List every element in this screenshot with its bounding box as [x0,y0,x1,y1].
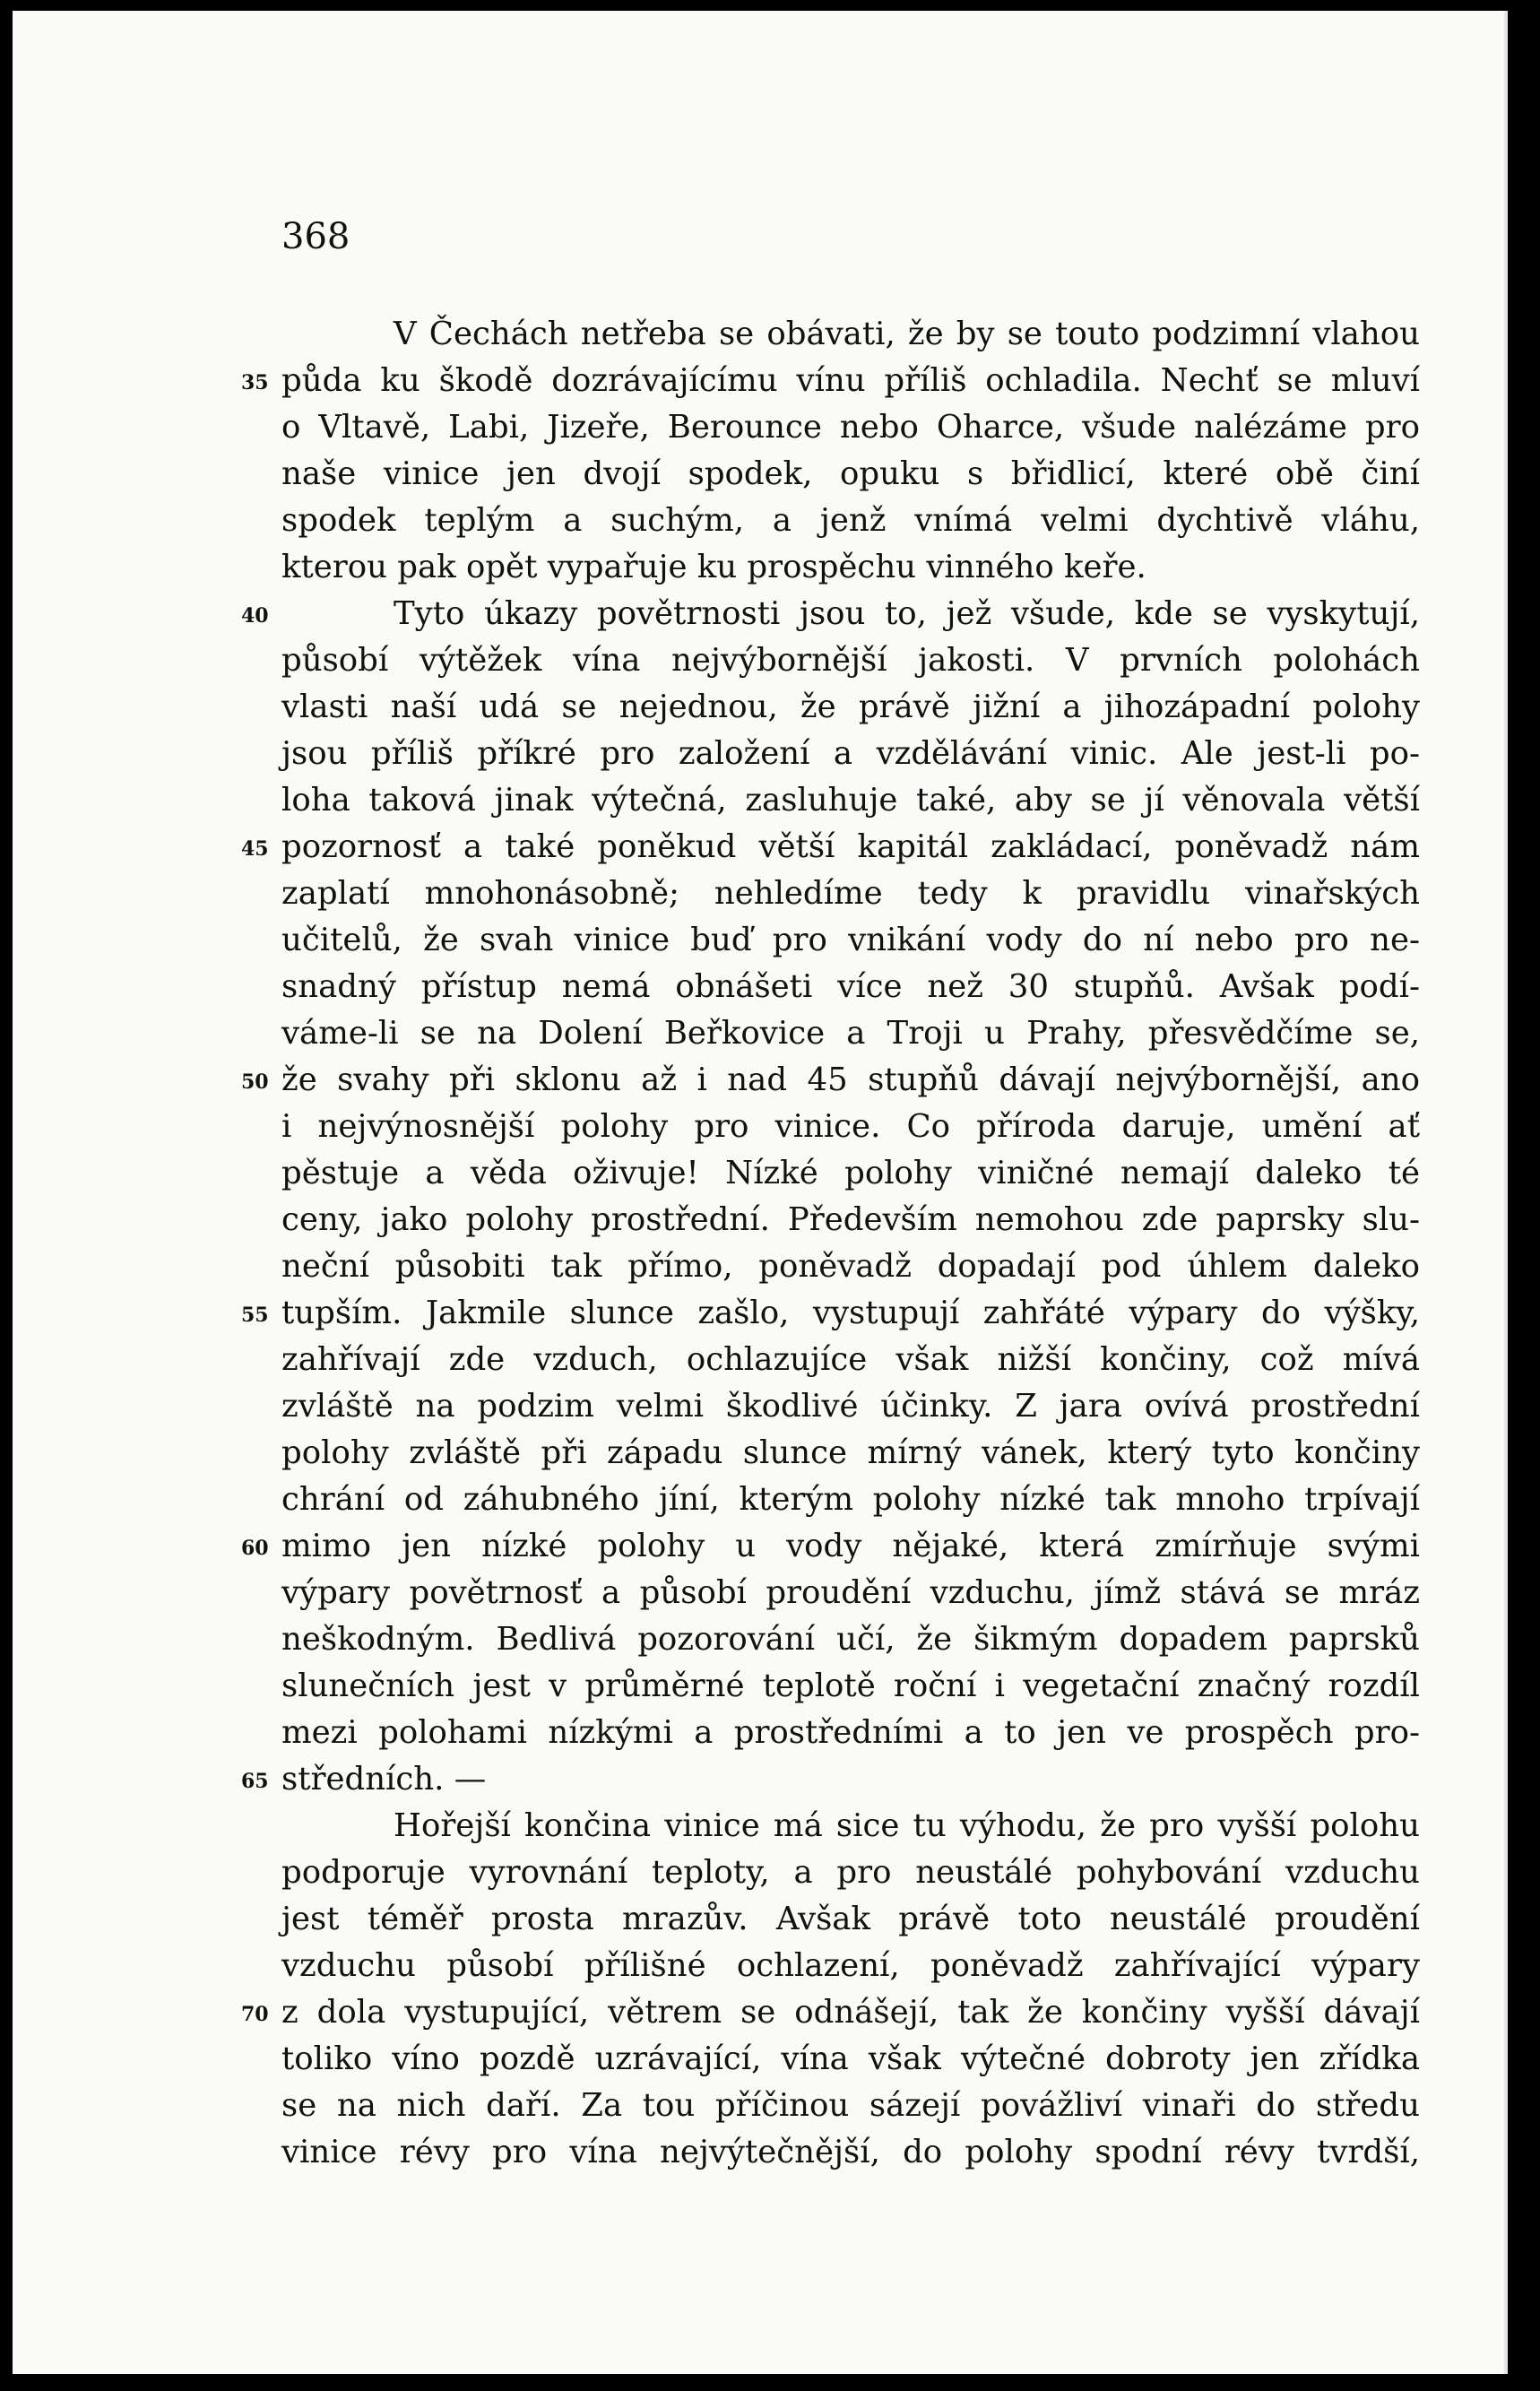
line-number [241,1430,279,1477]
line-number [241,451,279,498]
text-line: o Vltavě, Labi, Jizeře, Berounce nebo Oharce, všude nalézáme pro [281,409,1420,446]
text-line: jsou příliš příkré pro založení a vzdělávání vinic. Ale jest-li po- [281,735,1420,772]
text-line: pozornosť a také poněkud větší kapitál zakládací, poněvadž nám [281,828,1420,865]
line-number [241,1197,279,1243]
text-line: půda ku škodě dozrávajícímu vínu příliš ochladila. Nechť se mluví [281,362,1420,399]
text-line: zvláště na podzim velmi škodlivé účinky. Z jara ovívá prostřední [281,1388,1420,1425]
text-line: podporuje vyrovnání teploty, a pro neustálé pohybování vzduchu [281,1854,1420,1891]
text-line: středních. — [281,1761,487,1798]
line-number [241,1010,279,1057]
line-number [241,1243,279,1290]
line-number [241,1150,279,1197]
text-line: mimo jen nízké polohy u vody nějaké, která zmírňuje svými [281,1528,1420,1564]
line-number [241,1104,279,1150]
line-number [241,404,279,451]
text-line: ceny, jako polohy prostřední. Především nemohou zde paprsky slu- [281,1201,1420,1238]
line-number [241,777,279,824]
text-line: V Čechách netřeba se obávati, že by se touto podzimní vlahou [394,316,1420,352]
line-number [241,871,279,917]
text-line: slunečních jest v průměrné teplotě roční i vegetační značný rozdíl [281,1668,1420,1704]
text-line: váme-li se na Dolení Beřkovice a Troji u Prahy, přesvědčíme se, [281,1015,1420,1052]
text-line: toliko víno pozdě uzrávající, vína však výtečné dobroty jen zřídka [281,2040,1420,2077]
line-number [241,2036,279,2083]
text-line: chrání od záhubného jíní, kterým polohy nízké tak mnoho trpívají [281,1481,1420,1518]
page-number: 368 [281,216,350,257]
line-number [241,2129,279,2176]
text-line: jest téměř prosta mrazův. Avšak právě toto neustálé proudění [281,1901,1420,1937]
line-number: 65 [241,1770,269,1793]
text-line: vinice révy pro vína nejvýtečnější, do polohy spodní révy tvrdší, [281,2134,1420,2170]
line-number [241,637,279,684]
text-line: mezi polohami nízkými a prostředními a to jen ve prospěch pro- [281,1714,1420,1751]
text-line: neškodným. Bedlivá pozorování učí, že šikmým dopadem paprsků [281,1621,1420,1658]
text-line: tupším. Jakmile slunce zašlo, vystupují zahřáté výpary do výšky, [281,1295,1420,1331]
text-line: působí výtěžek vína nejvýbornější jakosti. V prvních polohách [281,642,1420,679]
text-line: kterou pak opět vypařuje ku prospěchu vinného keře. [281,549,1146,585]
text-line: loha taková jinak výtečná, zasluhuje také, aby se jí věnovala větší [281,782,1420,819]
line-number [241,544,279,591]
text-line: neční působiti tak přímo, poněvadž dopadají pod úhlem daleko [281,1248,1420,1285]
line-number: 45 [241,837,269,861]
text-line: zaplatí mnohonásobně; nehledíme tedy k pravidlu vinařských [281,875,1420,912]
line-number [241,1616,279,1663]
line-number: 35 [241,371,269,394]
line-number: 70 [241,2003,269,2026]
line-number [241,1477,279,1523]
text-line: učitelů, že svah vinice buď pro vnikání vody do ní nebo pro ne- [281,922,1420,958]
text-line: zahřívají zde vzduch, ochlazujíce však nižší končiny, což mívá [281,1341,1420,1378]
line-number [241,1383,279,1430]
book-page [13,11,1508,2374]
line-number [241,1337,279,1383]
text-line: naše vinice jen dvojí spodek, opuku s břidlicí, které obě činí [281,455,1420,492]
text-line: spodek teplým a suchým, a jenž vnímá velmi dychtivě vláhu, [281,502,1420,539]
text-line: Tyto úkazy povětrnosti jsou to, jež všude, kde se vyskytují, [394,595,1420,632]
line-number: 40 [241,604,269,628]
line-number [241,731,279,777]
line-number [241,1663,279,1710]
text-line: snadný přístup nemá obnášeti více než 30 stupňů. Avšak podí- [281,968,1420,1005]
line-number [241,1943,279,1989]
line-number [241,2083,279,2129]
line-number: 60 [241,1537,269,1560]
text-line: z dola vystupující, větrem se odnášejí, tak že končiny vyšší dávají [281,1994,1420,2031]
line-number [241,1710,279,1756]
text-line: vzduchu působí přílišné ochlazení, poněvadž zahřívající výpary [281,1947,1420,1984]
text-line: výpary povětrnosť a působí proudění vzduchu, jímž stává se mráz [281,1574,1420,1611]
text-line: že svahy při sklonu až i nad 45 stupňů dávají nejvýbornější, ano [281,1061,1420,1098]
text-line: vlasti naší udá se nejednou, že právě jižní a jihozápadní polohy [281,689,1420,725]
text-line: polohy zvláště při západu slunce mírný vánek, který tyto končiny [281,1434,1420,1471]
line-number: 55 [241,1304,269,1327]
line-number [241,1803,279,1850]
line-number [241,311,279,358]
line-number [241,917,279,964]
text-line: i nejvýnosnější polohy pro vinice. Co příroda daruje, umění ať [281,1108,1420,1145]
line-number [241,684,279,731]
line-number [241,1896,279,1943]
line-number [241,498,279,544]
text-line: Hořejší končina vinice má sice tu výhodu, že pro vyšší polohu [394,1807,1420,1844]
line-number [241,1850,279,1896]
text-line: pěstuje a věda oživuje! Nízké polohy viničné nemají daleko té [281,1155,1420,1191]
line-number [241,1570,279,1616]
line-number: 50 [241,1070,269,1094]
line-number [241,964,279,1010]
text-line: se na nich daří. Za tou příčinou sázejí povážliví vinaři do středu [281,2087,1420,2124]
